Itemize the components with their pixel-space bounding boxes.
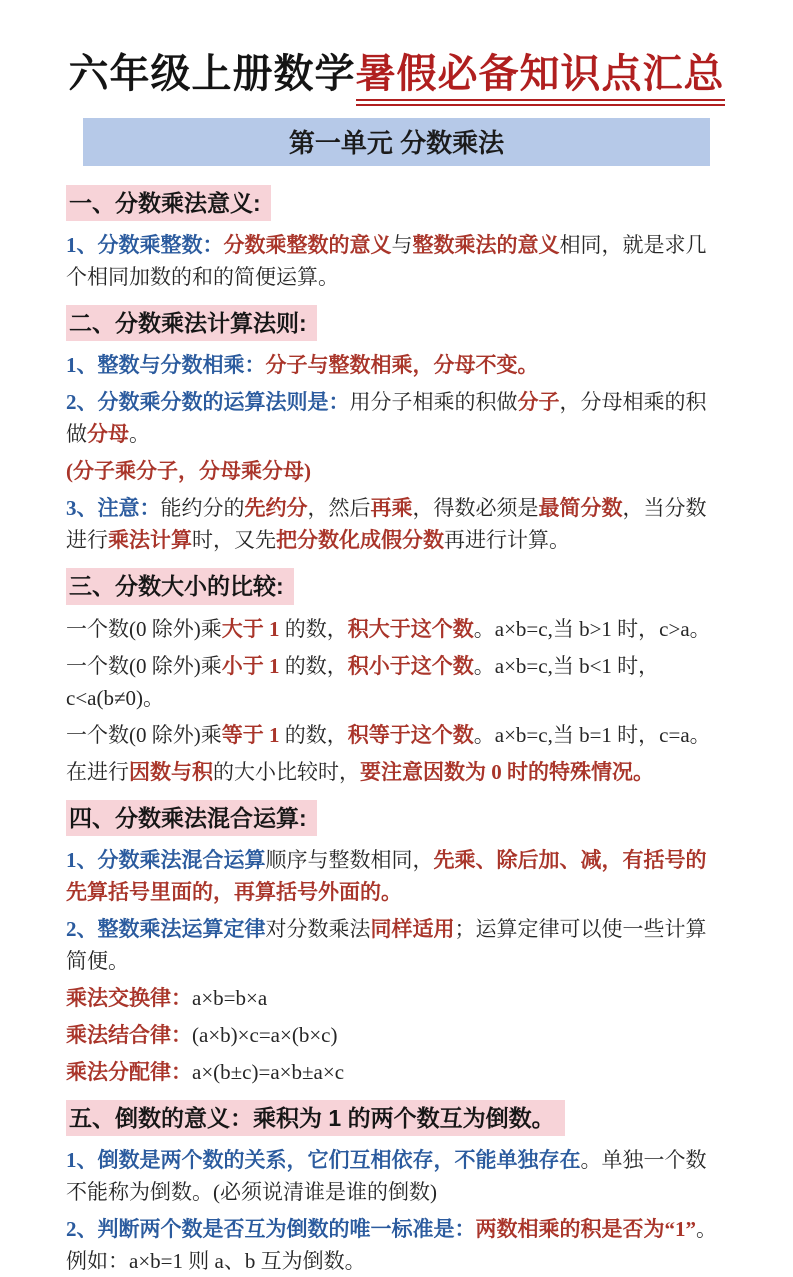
text-segment: 分母 [87,422,129,447]
paragraph [66,613,727,645]
text-segment: 。a×b=c,当 b>1 时，c>a。 [473,616,711,641]
text-segment: 乘法计算 [108,528,192,553]
text-segment: ，然后 [307,496,371,521]
paragraph [66,386,727,450]
text-segment: 积小于这个数 [347,653,474,678]
text-segment: (分子乘分子，分母乘分母) [66,459,311,484]
text-segment: ；运算定律可以使一些计算简便。 [66,916,707,973]
text-segment: 。单独一个数不能称为倒数。(必须说清谁是谁的倒数) [66,1147,707,1204]
paragraph [66,719,727,751]
text-segment: 的大小比较时， [213,759,360,784]
page-title-black: 六年级上册数学 [68,52,356,96]
text-segment: 最简分数 [538,496,623,521]
text-segment: 等于 1 [221,722,280,747]
page-title-red-underlined: 暑假必备知识点汇总 [356,52,725,106]
text-segment: 乘法结合律： [66,1022,192,1047]
text-segment: 1、分数乘法混合运算 [66,847,266,872]
text-segment: 相同，就是求几个相同加数的和的简便运算。 [66,233,707,290]
paragraph [66,1213,727,1277]
text-segment: ，当分数进行 [66,496,707,553]
text-segment: 对分数乘法 [265,916,371,941]
text-segment: 2、判断两个数是否互为倒数的唯一标准是： [66,1216,476,1241]
paragraph [66,229,727,293]
text-segment: 乘法分配律： [66,1059,192,1084]
formula-associative-law [66,1019,727,1051]
paragraph [66,844,727,908]
section-header-3: 三、分数大小的比较: [66,568,294,604]
text-segment: 顺序与整数相同， [265,847,434,872]
paragraph [66,650,727,714]
text-segment: (a×b)×c=a×(b×c) [192,1022,338,1047]
paragraph [66,349,727,381]
text-segment: 1、整数与分数相乘： [66,353,266,378]
text-segment: 3、注意： [66,496,161,521]
text-segment: 1、倒数是两个数的关系，它们互相依存，不能单独存在 [66,1147,581,1172]
text-segment: 。a×b=c,当 b=1 时，c=a。 [473,722,711,747]
text-segment: 先乘、除后加、减，有括号的先算括号里面的，再算括号外面的。 [66,847,707,904]
text-segment: 2、整数乘法运算定律 [66,916,266,941]
formula-commutative-law [66,982,727,1014]
text-segment: 再乘 [370,496,413,521]
formula-distributive-law [66,1056,727,1088]
text-segment: 。a×b=c,当 b<1 时，c<a(b≠0)。 [66,653,660,710]
page-title [66,50,727,98]
text-segment: a×(b±c)=a×b±a×c [192,1059,345,1084]
text-segment: 用分子相乘的积做 [349,390,518,415]
text-segment: 在进行 [66,759,129,784]
paragraph [66,1144,727,1208]
text-segment: 与 [391,233,413,258]
text-segment: ，分母相乘的积做 [66,390,707,447]
unit-banner: 第一单元 分数乘法 [83,118,710,166]
text-segment: 的数， [279,653,348,678]
paragraph [66,455,727,487]
text-segment: 小于 1 [221,653,280,678]
paragraph [66,913,727,977]
text-segment: 分数乘整数的意义 [223,233,392,258]
paragraph [66,756,727,788]
section-header-2: 二、分数乘法计算法则: [66,305,317,341]
text-segment: 大于 1 [221,616,280,641]
text-segment: a×b=b×a [192,985,268,1010]
text-segment: 。 [129,422,150,447]
text-segment: 要注意因数为 0 时的特殊情况。 [360,759,654,784]
text-segment: 同样适用 [370,916,455,941]
text-segment: 积等于这个数 [347,722,474,747]
text-segment: 先约分 [244,496,308,521]
text-segment: ，得数必须是 [412,496,539,521]
paragraph [66,492,727,556]
text-segment: 。例如：a×b=1 则 a、b 互为倒数。 [66,1216,717,1273]
text-segment: 1、分数乘整数： [66,233,224,258]
text-segment: 2、分数乘分数的运算法则是： [66,390,350,415]
text-segment: 把分数化成假分数 [276,528,444,553]
text-segment: 因数与积 [129,759,213,784]
text-segment: 一个数(0 除外)乘 [66,722,222,747]
text-segment: 一个数(0 除外)乘 [66,616,222,641]
text-segment: 分子与整数相乘，分母不变。 [265,353,539,378]
text-segment: 乘法交换律： [66,985,192,1010]
text-segment: 两数相乘的积是否为“1” [475,1216,696,1241]
text-segment: 能约分的 [160,496,245,521]
text-segment: 整数乘法的意义 [412,233,560,258]
text-segment: 再进行计算。 [444,528,570,553]
text-segment: 的数， [279,722,348,747]
text-segment: 的数， [279,616,348,641]
text-segment: 一个数(0 除外)乘 [66,653,222,678]
section-header-5: 五、倒数的意义：乘积为 1 的两个数互为倒数。 [66,1100,565,1136]
section-header-4: 四、分数乘法混合运算: [66,800,317,836]
text-segment: 分子 [517,390,560,415]
section-header-1: 一、分数乘法意义: [66,185,271,221]
text-segment: 时，又先 [192,528,276,553]
text-segment: 积大于这个数 [347,616,474,641]
